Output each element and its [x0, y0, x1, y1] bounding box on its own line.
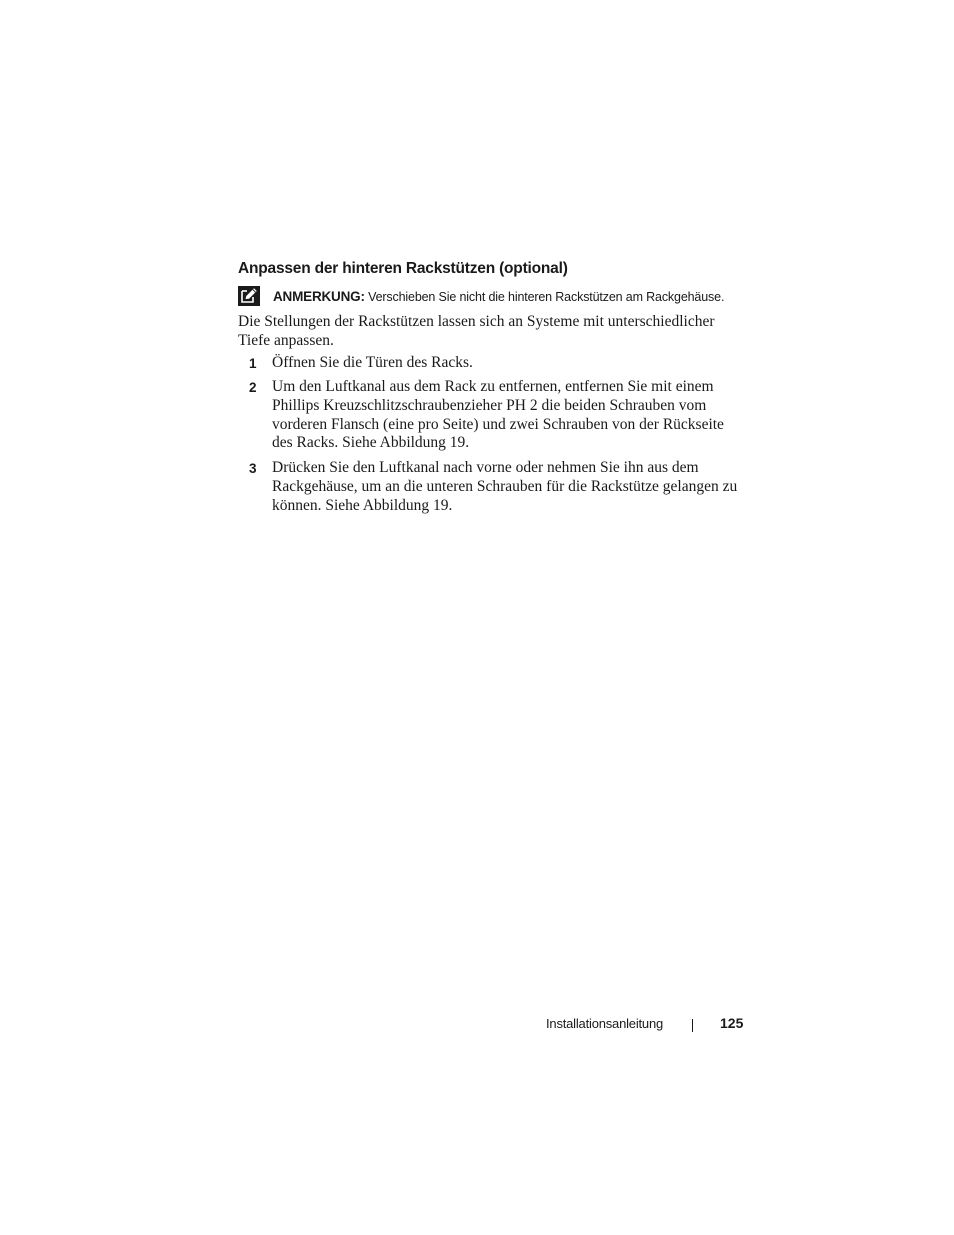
- note-label: ANMERKUNG:: [273, 289, 365, 304]
- step-text: Um den Luftkanal aus dem Rack zu entfernen, entfernen Sie mit einem Phillips Kreuzschlitzschraubenzieher PH 2 die beiden Schrauben vom vorderen Flansch (eine pro Seite) und zwei Schrauben von der Rückseite des Racks. Siehe Abbildung 19.: [272, 378, 724, 452]
- pencil-note-icon: [238, 286, 260, 306]
- page-number: 125: [720, 1015, 744, 1031]
- step-text: Öffnen Sie die Türen des Racks.: [272, 354, 473, 371]
- section-heading: Anpassen der hinteren Rackstützen (optional): [238, 260, 568, 277]
- list-item: [238, 459, 738, 515]
- step-text: Drücken Sie den Luftkanal nach vorne oder nehmen Sie ihn aus dem Rackgehäuse, um an die unteren Schrauben für die Rackstütze gelangen zu können. Siehe Abbildung 19.: [272, 459, 738, 514]
- list-item: [238, 378, 738, 459]
- step-number: 2: [249, 380, 257, 395]
- note-text: [273, 288, 724, 306]
- footer-title: Installationsanleitung: [546, 1016, 664, 1031]
- step-number: 3: [249, 461, 257, 476]
- list-item: [238, 354, 738, 378]
- footer-separator: [692, 1019, 693, 1032]
- note-body: Verschieben Sie nicht die hinteren Rackstützen am Rackgehäuse.: [364, 290, 725, 304]
- step-number: 1: [249, 356, 257, 371]
- steps-list: [238, 354, 738, 515]
- page-footer: [0, 1014, 954, 1036]
- intro-paragraph: Die Stellungen der Rackstützen lassen sich an Systeme mit unterschiedlicher Tiefe anpassen.: [238, 313, 715, 349]
- note-callout: [238, 286, 758, 308]
